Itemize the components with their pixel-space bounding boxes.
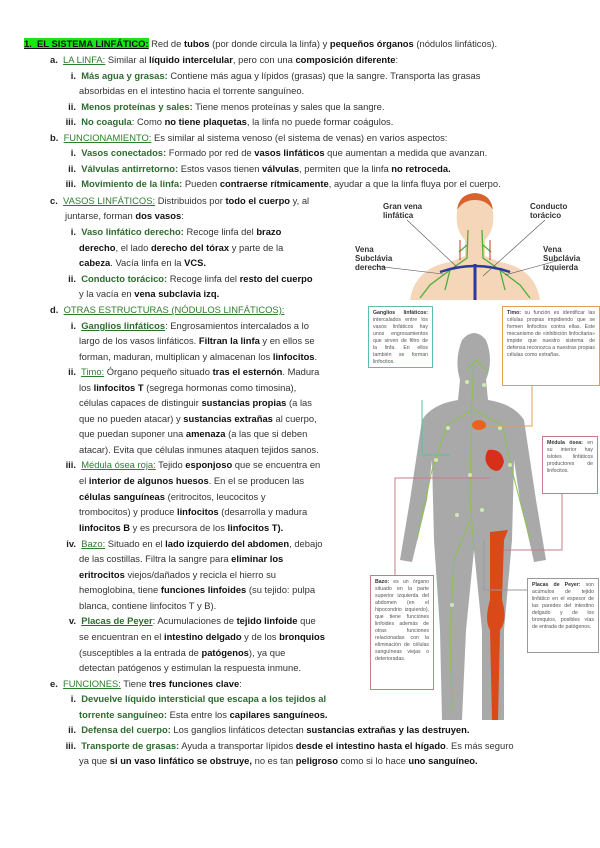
text-line: los linfocitos T (segrega hormonas como timosina), [79,382,297,393]
list-item: iv. Bazo: Situado en el lado izquierdo del abdomen, debajo [66,538,323,549]
list-item: ii. Conducto torácico: Recoge linfa del resto del cuerpo [68,273,313,284]
subsection-c: c. VASOS LINFÁTICOS: Distribuidos por todo el cuerpo y, al [50,195,310,206]
subsection-title: FUNCIONES: [63,678,121,689]
subsection-title: VASOS LINFÁTICOS: [63,195,156,206]
callout-peyer: Placas de Peyer: son acúmulos de tejido linfático en el espesor de las paredes del intestino delgado y de los bronquios, posibles vías de entrada de patógenos. [527,578,599,653]
list-item: i. Ganglios linfáticos: Engrosamientos intercalados a lo [70,320,309,331]
label-vena-der: Vena Subclávia derecha [355,245,393,272]
label-conducto: Conducto torácico [530,202,568,220]
text-line: blanca, contiene linfocitos T y B). [79,600,217,611]
list-item: ii. Defensa del cuerpo: Los ganglios linfáticos detectan sustancias extrañas y las destruyen. [68,724,470,735]
list-item: iii. No coagula: Como no tiene plaquetas, la linfa no puede formar coágulos. [65,116,394,127]
list-item: ii. Válvulas antirretorno: Estos vasos tienen válvulas, permiten que la linfa no retroceda. [68,163,451,174]
subsection-title: LA LINFA: [63,54,106,65]
list-item: i. Vaso linfático derecho: Recoge linfa del brazo [70,226,282,237]
text-line: detectan patógenos y estimulan la respuesta inmune. [79,662,302,673]
text-line: eritrocitos viejos/dañados y recicla el hierro su [79,569,276,580]
text-line: y la vacía en vena subclavia izq. [79,288,220,299]
subsection-b: b. FUNCIONAMIENTO: Es similar al sistema venoso (el sistema de venas) en varios aspectos: [50,132,448,143]
text-line: de las costillas. Filtra la sangre para eliminar los [79,553,284,564]
list-item: iii. Transporte de grasas: Ayuda a transportar lípidos desde el intestino hasta el hígado. Es más seguro [65,740,514,751]
list-item: v. Placas de Peyer: Acumulaciones de tejido linfoide que [68,615,316,626]
text-line: cabeza. Vacía linfa en la VCS. [79,257,206,268]
text-line: trombocitos) y produce linfocitos (desarrolla y madura [79,506,308,517]
text-line: se encuentran en el intestino delgado y de los bronquios [79,631,325,642]
list-item: i. Vasos conectados: Formado por red de vasos linfáticos que aumentan a medida que avanzan. [70,147,488,158]
list-item: ii. Timo: Órgano pequeño situado tras el esternón. Madura [68,366,320,377]
callout-ganglios: Ganglios linfáticos: intercalados entre los vasos linfáticos hay unos engrosamientos que sirven de filtro de la linfa. En ellos también se forman linfocitos. [368,306,433,368]
list-item: i. Devuelve líquido intersticial que escapa a los tejidos al [70,693,327,704]
list-item: iii. Movimiento de la linfa: Pueden contraerse rítmicamente, ayudar a que la linfa fluya por el cuerpo. [65,178,501,189]
text-line: forman, maduran, multiplican y almacenan los linfocitos. [79,351,318,362]
subsection-d: d. OTRAS ESTRUCTURAS (NÓDULOS LINFÁTICOS): [50,304,285,315]
text-line: linfocitos B y es precursora de los linfocitos T). [79,522,284,533]
subsection-e: e. FUNCIONES: Tiene tres funciones clave: [50,678,242,689]
subsection-title: OTRAS ESTRUCTURAS (NÓDULOS LINFÁTICOS): [63,304,285,315]
label-gran-vena: Gran vena linfática [383,202,423,220]
list-item-cont: absorbidas en el intestino hacia el torrente sanguíneo. [79,85,305,96]
text-line: derecho, el lado derecho del tórax y parte de la [79,242,284,253]
section-title: 1. EL SISTEMA LINFÁTICO: [24,38,149,49]
text-line: largo de los vasos linfáticos. Filtran la linfa y en ellos se [79,335,315,346]
text-line: atacar). Evita que células inmunes ataquen tejidos sanos. [79,444,319,455]
text-line: hemoglobina, tiene funciones linfoides (su tejido: pulpa [79,584,316,595]
callout-timo: Timo: su función es identificar las células propias impidiendo que se formen linfocitos contra ellas. Este mecanismo de «inhibición linfocitaria» impide que nuestro sistema de defensa reconozca a nuestras propias células como extrañas. [502,306,600,386]
text-line: que no pueden atacar) y sustancias extrañas al cuerpo, [79,413,317,424]
text-line: (susceptibles a la entrada de patógenos), ya que [79,647,286,658]
text-line: torrente sanguíneo: Esta entre los capilares sanguíneos. [79,709,328,720]
text-line: el interior de algunos huesos. En el se producen las [79,475,305,486]
section-heading: 1. EL SISTEMA LINFÁTICO: Red de tubos (por donde circula la linfa) y pequeños órganos (nódulos linfáticos). [24,38,498,49]
text-line: que puedan suponer una amenaza (a las que si deben [79,428,308,439]
body-lymph-figure [362,300,600,734]
text-line: juntarse, forman dos vasos: [65,210,184,221]
label-vena-izq: Vena Subclávia izquierda [543,245,581,272]
text-line: células capaces de distinguir sustancias propias (a las [79,397,312,408]
torso-lymph-figure [355,190,600,300]
text-line: células sanguíneas (eritrocitos, leucocitos y [79,491,266,502]
subsection-title: FUNCIONAMIENTO: [63,132,152,143]
subsection-a: a. LA LINFA: Similar al líquido intercelular, pero con una composición diferente: [50,54,399,65]
text-line: ya que si un vaso linfático se obstruye, no es tan peligroso como si lo hace uno sanguíneo. [79,755,478,766]
list-item: ii. Menos proteínas y sales: Tiene menos proteínas y sales que la sangre. [68,101,385,112]
list-item: i. Más agua y grasas: Contiene más agua y lípidos (grasas) que la sangre. Transporta las grasas [70,70,481,81]
callout-medula: Médula ósea: en su interior hay islotes linfáticos productores de linfocitos. [542,436,598,494]
list-item: iii. Médula ósea roja: Tejido esponjoso que se encuentra en [65,459,321,470]
callout-bazo: Bazo: es un órgano situado en la parte superior izquierda del abdomen (en el hipocondrio izquierdo), que tiene funciones linfoides además de otras funciones relacionadas con la eliminación de células sanguíneas viejas o deterioradas. [370,575,434,690]
